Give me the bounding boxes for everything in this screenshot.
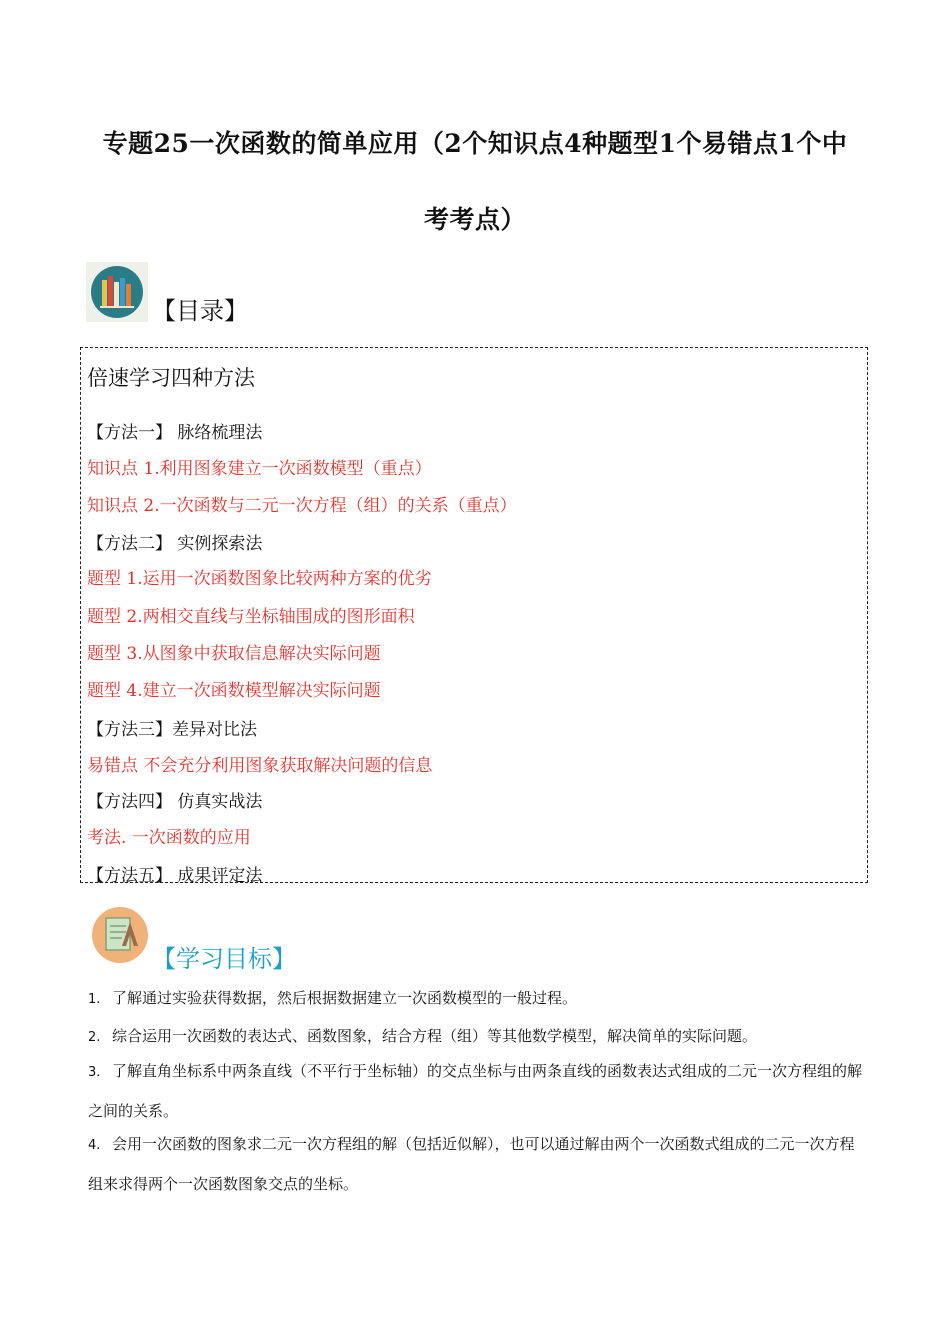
goal-number: 3. [88,1065,101,1080]
goal-item-2 [88,1017,864,1057]
toc-item[interactable]: 题型 2.两相交直线与坐标轴围成的图形面积 [87,607,415,627]
goal-number: 4. [88,1138,101,1153]
toc-header [86,262,248,325]
toc-item[interactable]: 易错点 不会充分利用图象获取解决问题的信息 [87,756,433,776]
toc-label: 【目录】 [152,297,248,325]
books-icon [86,262,148,322]
goals-header [90,904,296,973]
goal-item-4 [88,1125,864,1203]
toc-box [80,347,868,886]
toc-item[interactable]: 题型 1.运用一次函数图象比较两种方案的优劣 [87,569,432,589]
document-title-line-2: 考考点） [423,205,526,234]
goal-text: 了解直角坐标系中两条直线（不平行于坐标轴）的交点坐标与由两条直线的函数表达式组成的二元一次方程组的解之间的关系。 [88,1062,863,1120]
toc-item[interactable]: 知识点 1.利用图象建立一次函数模型（重点） [87,459,432,479]
toc-item[interactable]: 【方法二】 实例探索法 [87,534,263,554]
toc-item[interactable]: 题型 4.建立一次函数模型解决实际问题 [87,681,381,701]
toc-item[interactable]: 【方法五】 成果评定法 [87,866,263,886]
toc-heading: 倍速学习四种方法 [87,366,255,390]
toc-item[interactable]: 知识点 2.一次函数与二元一次方程（组）的关系（重点） [87,496,517,516]
toc-item[interactable]: 【方法四】 仿真实战法 [87,792,263,812]
toc-item[interactable]: 【方法三】差异对比法 [87,720,257,740]
toc-item[interactable]: 题型 3.从图象中获取信息解决实际问题 [87,644,381,664]
document-title-line-1: 专题25一次函数的简单应用（2个知识点4种题型1个易错点1个中 [102,129,848,158]
goal-item-1 [88,979,864,1019]
goal-number: 1. [88,992,101,1007]
toc-item[interactable]: 考法. 一次函数的应用 [87,828,251,848]
notebook-icon [90,904,152,966]
goals-label: 【学习目标】 [152,945,296,973]
goal-item-3 [88,1052,864,1130]
goal-text: 会用一次函数的图象求二元一次方程组的解（包括近似解），也可以通过解由两个一次函数式组成的二元一次方程组来求得两个一次函数图象交点的坐标。 [88,1135,855,1193]
goal-text: 综合运用一次函数的表达式、函数图象，结合方程（组）等其他数学模型，解决简单的实际问题。 [112,1027,758,1045]
toc-item[interactable]: 【方法一】 脉络梳理法 [87,423,263,443]
goal-number: 2. [88,1030,101,1045]
goal-text: 了解通过实验获得数据，然后根据数据建立一次函数模型的一般过程。 [112,989,578,1007]
